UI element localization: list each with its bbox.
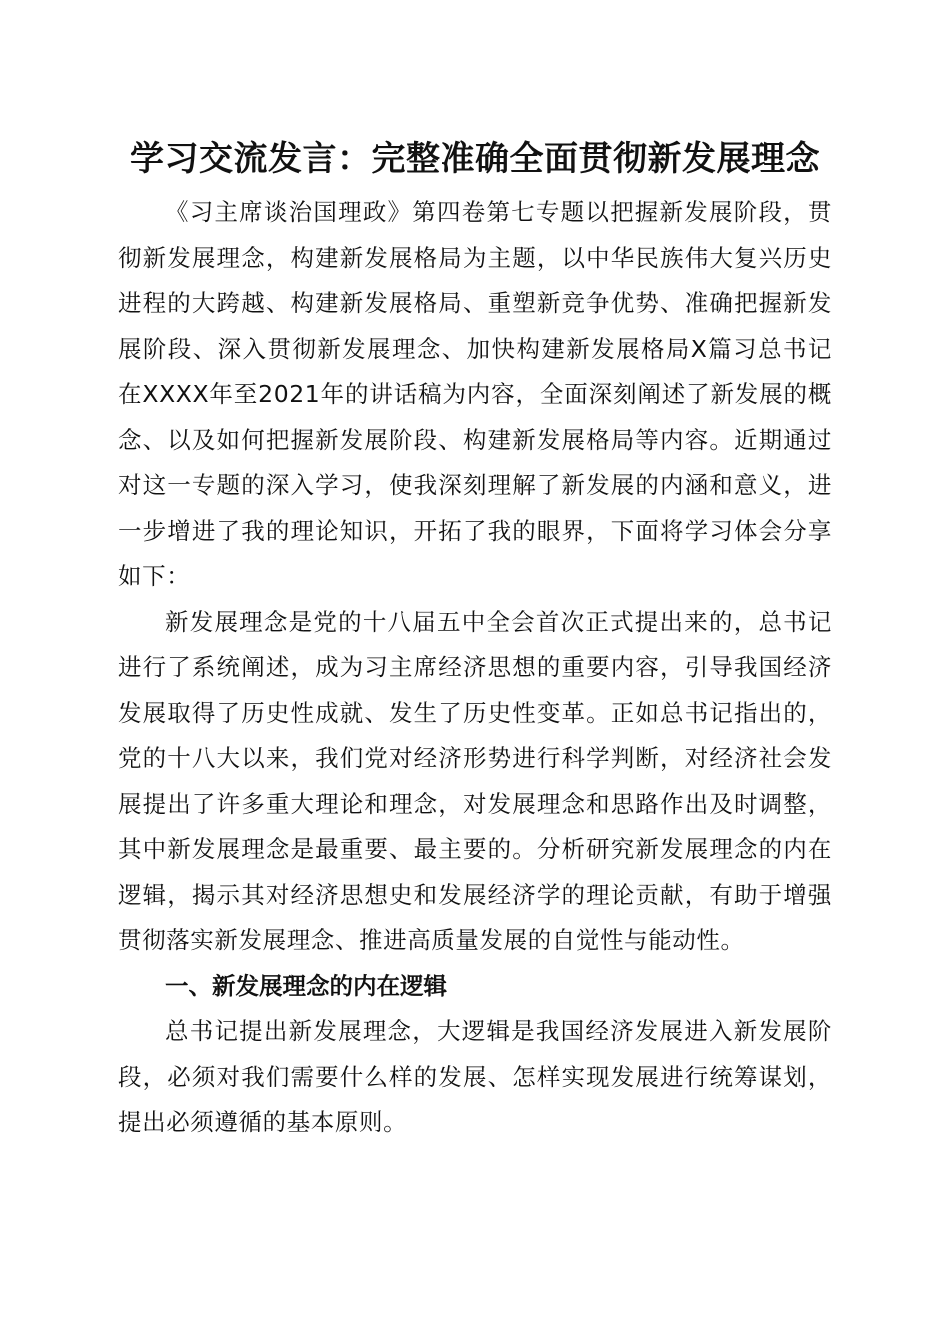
document-title: 学习交流发言：完整准确全面贯彻新发展理念 [130,139,820,179]
intro-paragraph: 《习主席谈治国理政》第四卷第七专题以把握新发展阶段，贯彻新发展理念，构建新发展格局为主题，以中华民族伟大复兴历史进程的大跨越、构建新发展格局、重塑新竞争优势、准确把握新发展阶段、深入贯彻新发展理念、加快构建新发展格局X篇习总书记在XXXX年至2021年的讲话稿为内容，全面深刻阐述了新发展的概念、以及如何把握新发展阶段、构建新发展格局等内容。近期通过对这一专题的深入学习，使我深刻理解了新发展的内涵和意义，进一步增进了我的理论知识，开拓了我的眼界，下面将学习体会分享如下： [118,198,832,590]
section-heading: 一、新发展理念的内在逻辑 [165,971,447,1000]
section-paragraph: 总书记提出新发展理念，大逻辑是我国经济发展进入新发展阶段，必须对我们需要什么样的发展、怎样实现发展进行统筹谋划，提出必须遵循的基本原则。 [118,1017,832,1136]
body-paragraph: 新发展理念是党的十八届五中全会首次正式提出来的，总书记进行了系统阐述，成为习主席经济思想的重要内容，引导我国经济发展取得了历史性成就、发生了历史性变革。正如总书记指出的，党的十八大以来，我们党对经济形势进行科学判断，对经济社会发展提出了许多重大理论和理念，对发展理念和思路作出及时调整，其中新发展理念是最重要、最主要的。分析研究新发展理念的内在逻辑，揭示其对经济思想史和发展经济学的理论贡献，有助于增强贯彻落实新发展理念、推进高质量发展的自觉性与能动性。 [118,607,832,954]
